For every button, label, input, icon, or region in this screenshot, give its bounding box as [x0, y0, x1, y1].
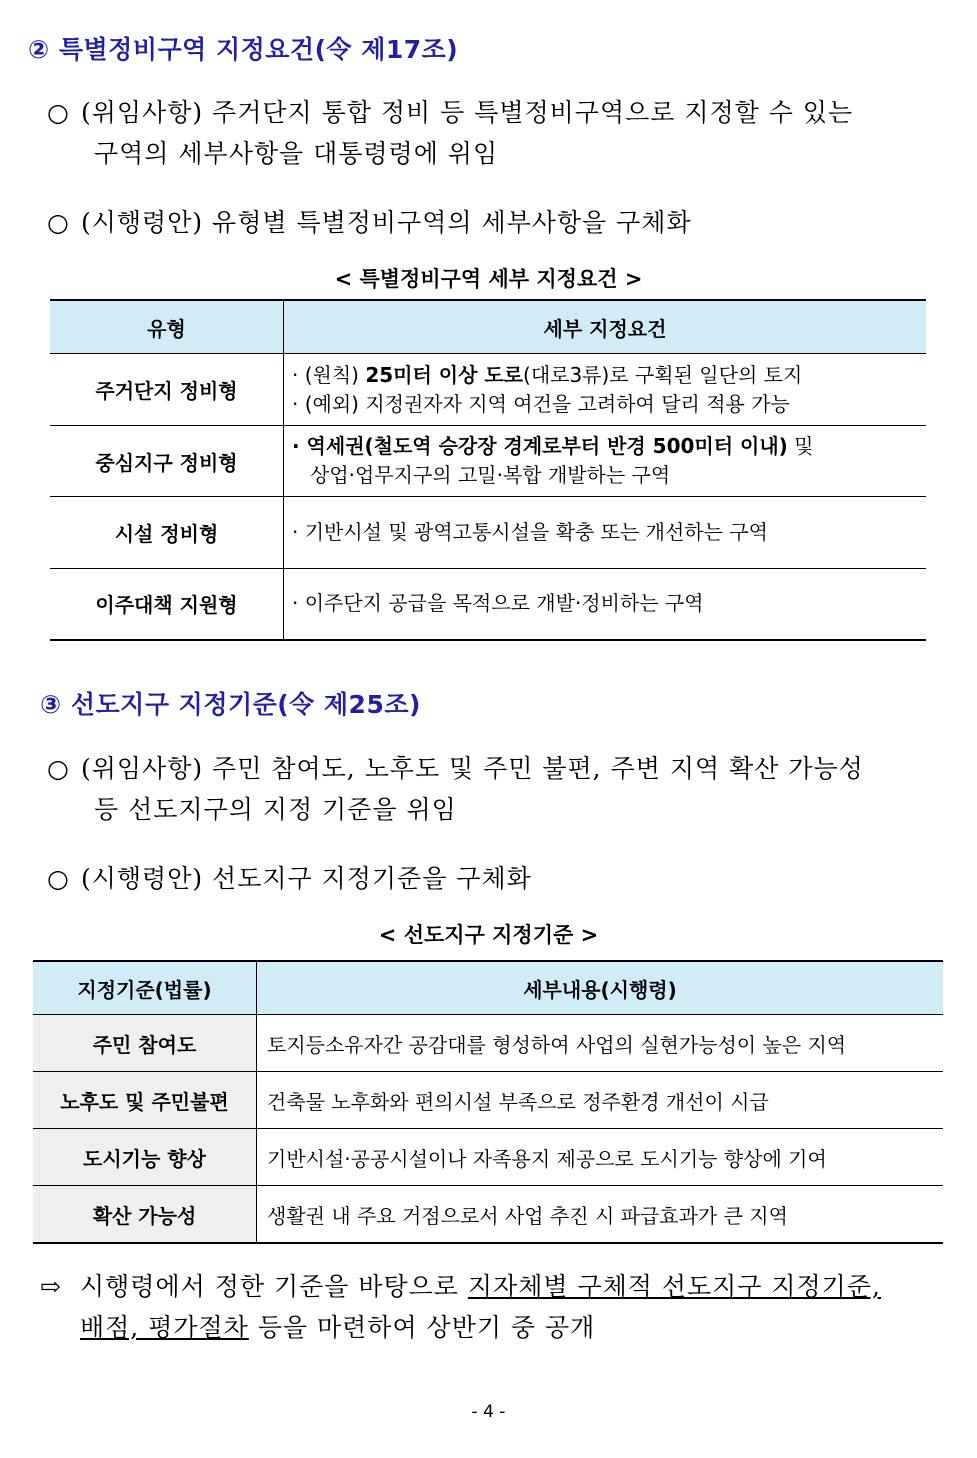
column-header-criterion: 지정기준(법률): [33, 961, 257, 1015]
bullet-text-line1: (시행령안) 선도지구 지정기준을 구체화: [81, 864, 532, 893]
column-header-type: 유형: [50, 300, 284, 354]
table-row: [33, 1072, 943, 1129]
section3-table-caption: < 선도지구 지정기준 >: [378, 923, 599, 947]
bullet-text-line2: 구역의 세부사항을 대통령령에 위임: [94, 139, 499, 168]
special-zone-table: [50, 299, 926, 641]
conclusion-underlined-1: 지자체별 구체적 선도지구 지정기준,: [467, 1272, 881, 1301]
column-header-detail: 세부내용(시행령): [257, 961, 944, 1015]
arrow-icon: ⇨: [40, 1272, 62, 1301]
row-criterion: 확산 가능성: [33, 1186, 257, 1244]
row-requirements: · 기반시설 및 광역고통시설을 확충 또는 개선하는 구역: [284, 497, 927, 569]
table-row: [50, 569, 926, 640]
table-row: [50, 426, 926, 497]
row-criterion: 노후도 및 주민불편: [33, 1072, 257, 1129]
req-prefix: · (원칙): [292, 362, 366, 387]
row-detail: 기반시설·공공시설이나 자족용지 제공으로 도시기능 향상에 기여: [257, 1129, 944, 1186]
section3-bullet2: [47, 858, 952, 899]
table-row: [33, 1186, 943, 1244]
row-type: 중심지구 정비형: [50, 426, 284, 497]
conclusion-underlined-2: 배점, 평가절차: [80, 1313, 249, 1342]
table-header-row: [33, 961, 943, 1015]
row-criterion: 도시기능 향상: [33, 1129, 257, 1186]
table-row: [50, 354, 926, 426]
section3-heading: ③ 선도지구 지정기준(令 제25조): [40, 690, 421, 719]
table-row: [33, 1129, 943, 1186]
conclusion-plain-2: 등을 마련하여 상반기 중 공개: [248, 1313, 596, 1342]
bullet-marker: ○: [47, 754, 70, 783]
table-header-row: [50, 300, 926, 354]
section3-bullet1: [47, 748, 952, 830]
bullet-text-line1: (위임사항) 주민 참여도, 노후도 및 주민 불편, 주변 지역 확산 가능성: [81, 754, 864, 783]
bullet-marker: ○: [47, 864, 70, 893]
row-detail: 생활권 내 주요 거점으로서 사업 추진 시 파급효과가 큰 지역: [257, 1186, 944, 1244]
section2-bullet1: [47, 92, 952, 174]
req-bold: · 역세권(철도역 승강장 경계로부터 반경 500미터 이내): [292, 434, 788, 458]
conclusion-plain-1: 시행령에서 정한 기준을 바탕으로: [80, 1272, 468, 1301]
section2-table-caption: < 특별정비구역 세부 지정요건 >: [334, 267, 643, 291]
req-line2: 상업·업무지구의 고밀·복합 개발하는 구역: [310, 463, 671, 487]
bullet-text-line1: (시행령안) 유형별 특별정비구역의 세부사항을 구체화: [81, 208, 692, 237]
row-requirements: · 이주단지 공급을 목적으로 개발·정비하는 구역: [284, 569, 927, 640]
conclusion-line2: [40, 1307, 955, 1348]
row-type: 이주대책 지원형: [50, 569, 284, 640]
row-requirements: [284, 426, 927, 497]
section2-bullet2: [47, 202, 952, 243]
section2-heading: ② 특별정비구역 지정요건(令 제17조): [28, 35, 459, 64]
bullet-text-line1: (위임사항) 주거단지 통합 정비 등 특별정비구역으로 지정할 수 있는: [81, 98, 854, 127]
table-row: [50, 497, 926, 569]
lead-district-table: [33, 960, 943, 1244]
row-type: 시설 정비형: [50, 497, 284, 569]
row-detail: 토지등소유자간 공감대를 형성하여 사업의 실현가능성이 높은 지역: [257, 1015, 944, 1072]
conclusion-paragraph: [40, 1266, 955, 1348]
req-suffix: 및: [787, 434, 814, 458]
column-header-requirements: 세부 지정요건: [284, 300, 927, 354]
table-row: [33, 1015, 943, 1072]
bullet-text-line2: 등 선도지구의 지정 기준을 위임: [94, 795, 457, 824]
req-suffix: (대로3류)로 구획된 일단의 토지: [523, 362, 803, 387]
row-type: 주거단지 정비형: [50, 354, 284, 426]
bullet-marker: ○: [47, 98, 70, 127]
row-criterion: 주민 참여도: [33, 1015, 257, 1072]
bullet-marker: ○: [47, 208, 70, 237]
row-detail: 건축물 노후화와 편의시설 부족으로 정주환경 개선이 시급: [257, 1072, 944, 1129]
row-requirements: [284, 354, 927, 426]
req-bold: 25미터 이상 도로: [365, 362, 524, 387]
page-number: - 4 -: [471, 1402, 506, 1422]
req-line2: · (예외) 지정권자자 지역 여건을 고려하여 달리 적용 가능: [292, 391, 790, 416]
